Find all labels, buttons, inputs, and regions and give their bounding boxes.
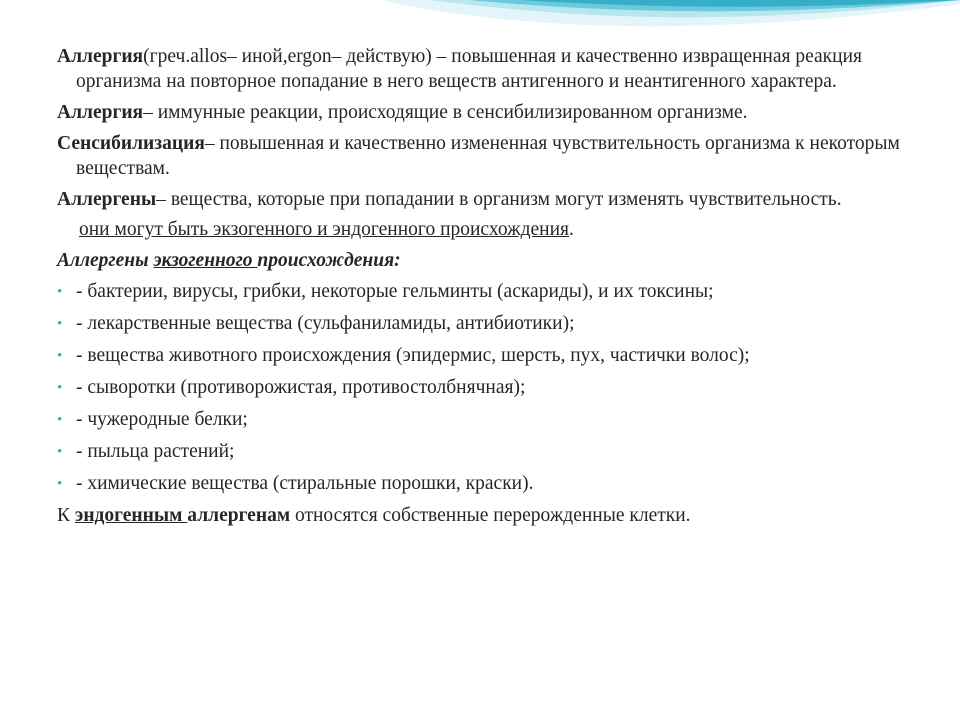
definition-text: – повышенная и качественно измененная чувствительность организма к некоторым веществам. xyxy=(76,133,900,179)
origin-line xyxy=(79,217,917,242)
origin-underlined: они могут быть экзогенного и эндогенного происхождения xyxy=(79,219,569,240)
definition-text: (греч.allos– иной,ergon– действую) – повышенная и качественно извращенная реакция организма на повторное попадание в него веществ антигенного и неантигенного характера. xyxy=(76,46,862,92)
definition-text: – вещества, которые при попадании в организм могут изменять чувствительность. xyxy=(156,189,842,210)
exo-list xyxy=(57,279,917,496)
list-item xyxy=(57,471,917,496)
term: Сенсибилизация xyxy=(57,133,205,154)
bullet-icon: • xyxy=(57,444,63,460)
list-item xyxy=(57,439,917,464)
list-item-text: - сыворотки (противорожистая, противостолбнячная); xyxy=(76,377,526,398)
bullet-icon: • xyxy=(57,380,63,396)
definition-text: – иммунные реакции, происходящие в сенсибилизированном организме. xyxy=(143,102,748,123)
term: Аллергия xyxy=(57,46,144,67)
list-item xyxy=(57,311,917,336)
definition-allergy-2 xyxy=(57,100,917,125)
definition-allergy-1 xyxy=(57,44,917,94)
endo-line xyxy=(57,503,917,528)
list-item xyxy=(57,407,917,432)
bullet-icon: • xyxy=(57,348,63,364)
list-item-text: - лекарственные вещества (сульфаниламиды, антибиотики); xyxy=(76,313,575,334)
list-item xyxy=(57,375,917,400)
bullet-icon: • xyxy=(57,412,63,428)
origin-end: . xyxy=(569,219,574,240)
term: Аллергены xyxy=(57,189,157,210)
bullet-icon: • xyxy=(57,284,63,300)
endo-bold: аллергенам xyxy=(187,505,291,526)
endo-start: К xyxy=(57,505,75,526)
exo-heading-part3: происхождения: xyxy=(257,250,401,271)
list-item-text: - химические вещества (стиральные порошки, краски). xyxy=(76,473,534,494)
bullet-icon: • xyxy=(57,316,63,332)
list-item-text: - бактерии, вирусы, грибки, некоторые гельминты (аскариды), и их токсины; xyxy=(76,281,714,302)
list-item-text: - вещества животного происхождения (эпидермис, шерсть, пух, частички волос); xyxy=(76,345,750,366)
endo-underlined: эндогенным xyxy=(74,505,188,526)
term: Аллергия xyxy=(57,102,144,123)
endo-end: относятся собственные перерожденные клетки. xyxy=(290,505,691,526)
list-item-text: - пыльца растений; xyxy=(76,441,235,462)
list-item xyxy=(57,343,917,368)
exo-heading xyxy=(57,248,917,273)
slide-content xyxy=(57,44,917,534)
exo-heading-underlined: экзогенного xyxy=(153,250,258,271)
definition-allergens xyxy=(57,187,917,212)
list-item xyxy=(57,279,917,304)
bullet-icon: • xyxy=(57,476,63,492)
list-item-text: - чужеродные белки; xyxy=(76,409,248,430)
exo-heading-part1: Аллергены xyxy=(57,250,154,271)
definition-sensitization xyxy=(57,131,917,181)
